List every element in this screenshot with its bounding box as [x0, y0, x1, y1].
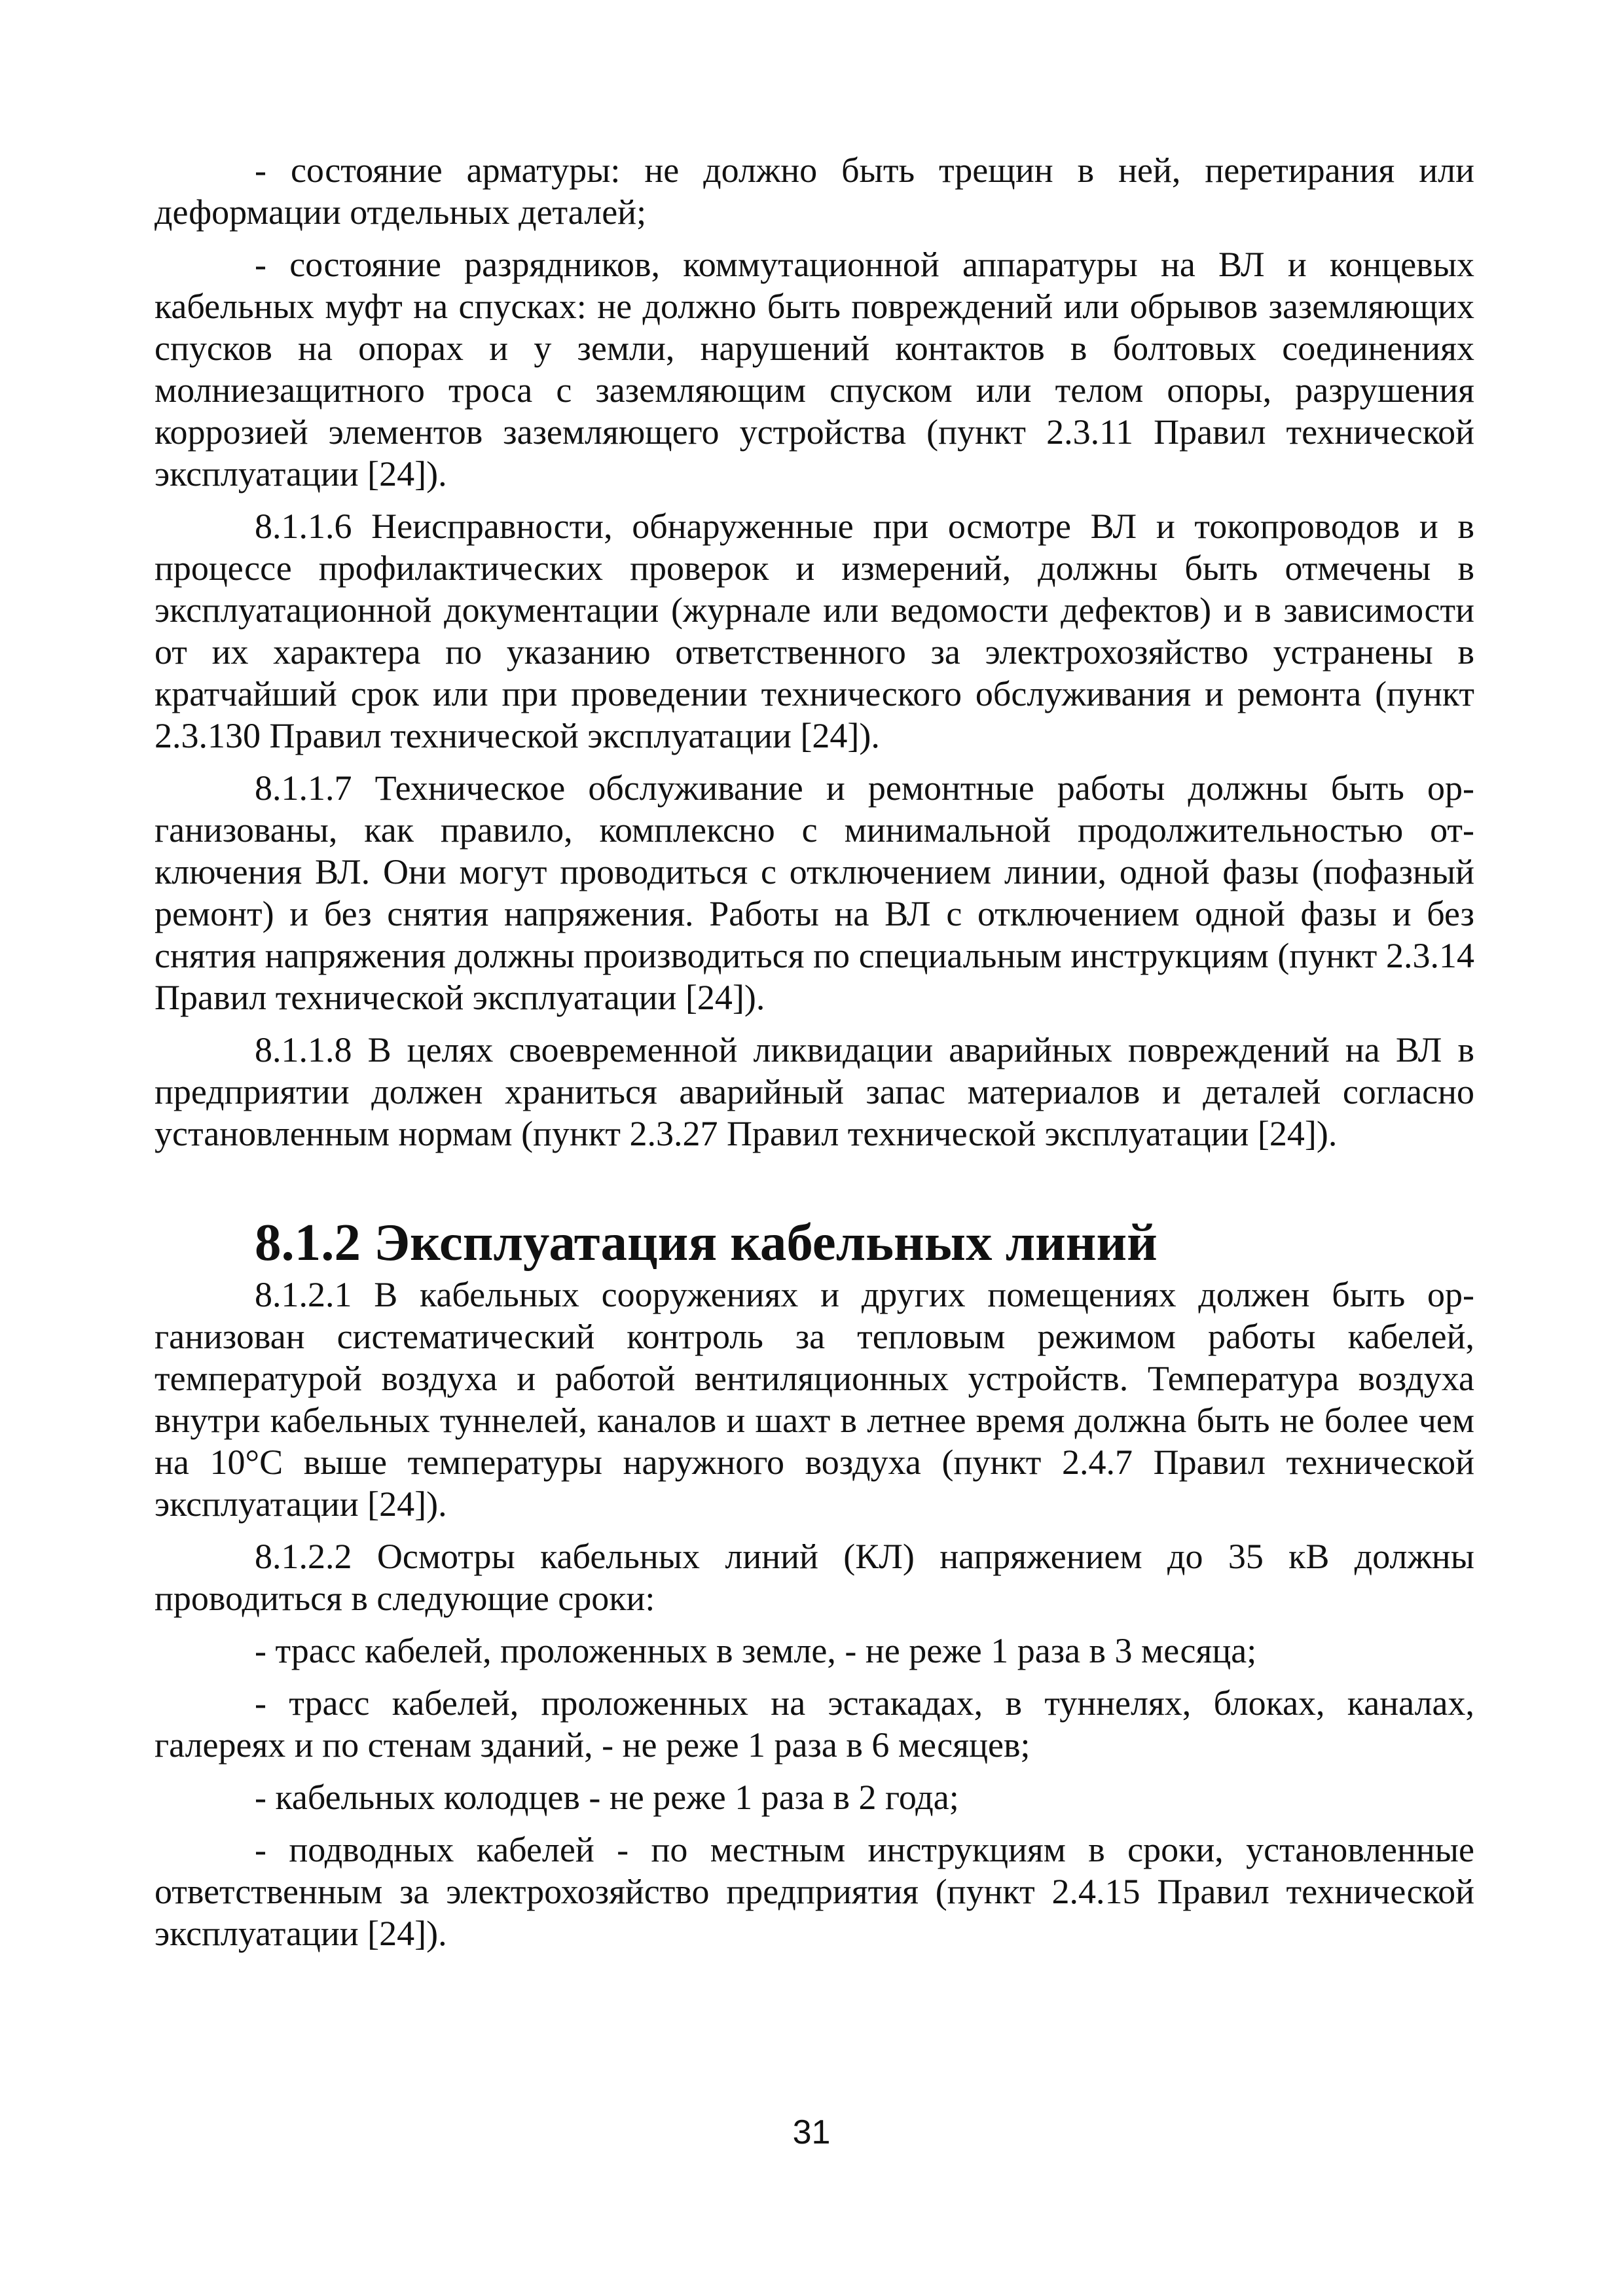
- paragraph-armature-state: - состояние арматуры: не должно быть трещин в ней, перетирания или деформации отдельных деталей;: [155, 151, 1474, 232]
- paragraph-8-1-1-7: 8.1.1.7 Техническое обслуживание и ремонтные работы должны быть организованы, как правило, комплексно с минимальной продолжительностью отключения ВЛ. Они могут проводиться с отключением линии, одной фазы (пофазный ремонт) и без снятия напряжения. Работы на ВЛ с отключением одной фазы и без снятия напряжения должны производиться по специальным инструкциям (пункт 2.3.14 Правил технической эксплуатации [24]).: [155, 768, 1474, 1017]
- section-heading-8-1-2: 8.1.2 Эксплуатация кабельных линий: [255, 1213, 1158, 1272]
- paragraph-8-1-1-6: 8.1.1.6 Неисправности, обнаруженные при осмотре ВЛ и токопроводов и в процессе профилактических проверок и измерений, должны быть отмечены в эксплуатационной документации (журнале или ведомости дефектов) и в зависимости от их характера по указанию ответственного за электрохозяйство устранены в кратчайший срок или при проведении технического обслуживания и ремонта (пункт 2.3.130 Правил технической эксплуатации [24]).: [155, 507, 1474, 755]
- paragraph-8-1-2-2: 8.1.2.2 Осмотры кабельных линий (КЛ) напряжением до 35 кВ должны проводиться в следующие сроки:: [155, 1537, 1474, 1618]
- page-number: 31: [792, 2113, 831, 2151]
- list-item-ground-cables: - трасс кабелей, проложенных в земле, - не реже 1 раза в 3 месяца;: [255, 1631, 1257, 1670]
- list-item-underwater-cables: - подводных кабелей - по местным инструкциям в сроки, установленные ответственным за электрохозяйство предприятия (пункт 2.4.15 Правил технической эксплуатации [24]).: [155, 1830, 1474, 1953]
- list-item-cable-wells: - кабельных колодцев - не реже 1 раза в 2 года;: [255, 1778, 959, 1817]
- list-item-trestle-cables: - трасс кабелей, проложенных на эстакадах, в туннелях, блоках, каналах, галереях и по стенам зданий, - не реже 1 раза в 6 месяцев;: [155, 1683, 1474, 1765]
- paragraph-8-1-2-1: 8.1.2.1 В кабельных сооружениях и других помещениях должен быть организован систематический контроль за тепловым режимом работы кабелей, температурой воздуха и работой вентиляционных устройств. Температура воздуха внутри кабельных туннелей, каналов и шахт в летнее время должна быть не более чем на 10°С выше температуры наружного воздуха (пункт 2.4.7 Правил технической эксплуатации [24]).: [155, 1275, 1474, 1524]
- paragraph-8-1-1-8: 8.1.1.8 В целях своевременной ликвидации аварийных повреждений на ВЛ в предприятии должен храниться аварийный запас материалов и деталей согласно установленным нормам (пункт 2.3.27 Правил технической эксплуатации [24]).: [155, 1030, 1474, 1153]
- paragraph-arresters-state: - состояние разрядников, коммутационной аппаратуры на ВЛ и концевых кабельных муфт на спусках: не должно быть повреждений или обрывов заземляющих спусков на опорах и у земли, нарушений контактов в болтовых соединениях молниезащитного троса с заземляющим спуском или телом опоры, разрушения коррозией элементов заземляющего устройства (пункт 2.3.11 Правил технической эксплуатации [24]).: [155, 245, 1474, 493]
- page-body: [155, 149, 1474, 1965]
